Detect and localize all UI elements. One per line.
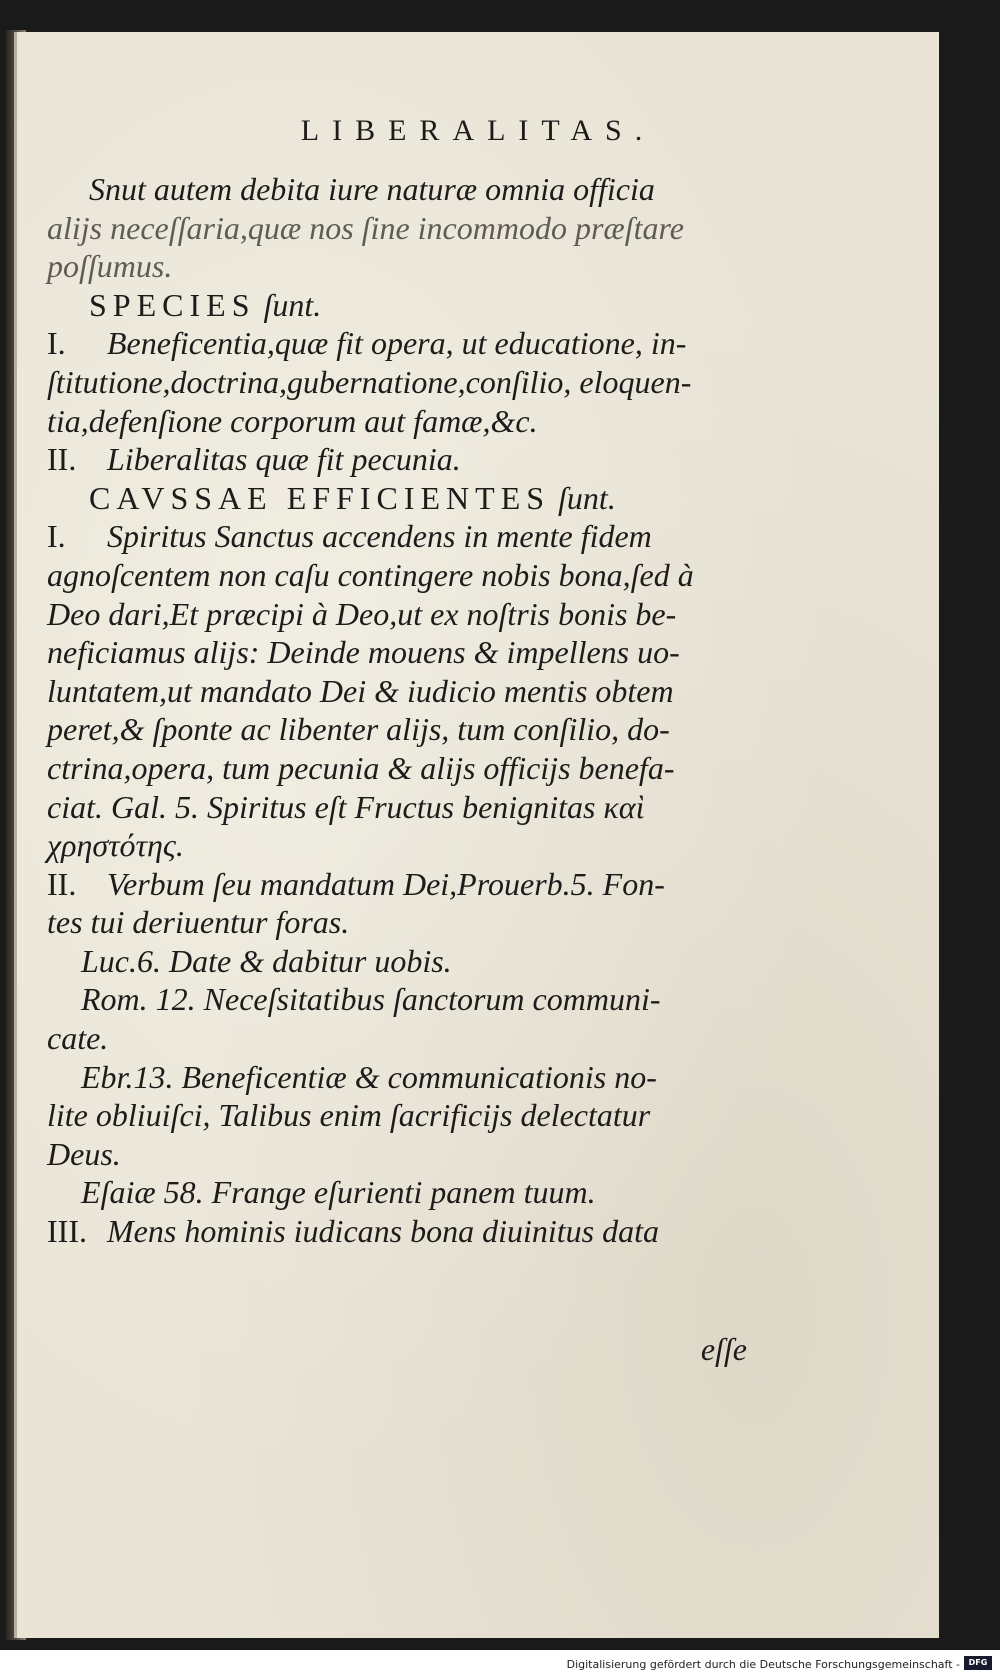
text-line: luntatem,ut mandato Dei & iudicio mentis obtem (47, 672, 674, 709)
text-line: ciat. Gal. 5. Spiritus eſt Fructus benignitas καὶ (47, 788, 645, 825)
item-number: II. (47, 441, 77, 478)
text-line: lite obliuiſci, Talibus enim ſacrificijs delectatur (47, 1097, 651, 1134)
numbered-line (47, 440, 747, 479)
catchword: eſſe (700, 1331, 747, 1367)
citation-line: Ebr.13. Beneficentiæ & communicationis no- (81, 1058, 657, 1095)
book-page (14, 32, 939, 1638)
heading-suffix: ſunt. (550, 479, 616, 516)
section-heading-causae (47, 479, 747, 518)
line-text: Spiritus Sanctus accendens in mente fidem (107, 518, 652, 555)
citation-line: Luc.6. Date & dabitur uobis. (81, 942, 452, 979)
citation-line: Eſaiæ 58. Frange eſurienti panem tuum. (81, 1174, 596, 1211)
heading-suffix: ſunt. (255, 286, 322, 323)
text-line: Deo dari,Et præcipi à Deo,ut ex noſtris bonis be- (47, 595, 677, 632)
line-text: Verbum ſeu mandatum Dei,Prouerb.5. Fon- (107, 865, 665, 902)
greek-text-line: χρηστότης. (47, 827, 184, 864)
line-text: Beneficentia,quæ fit opera, ut educatione, in- (107, 325, 687, 362)
funding-credit: Digitalisierung gefördert durch die Deutsche Forschungsgemeinschaft - (566, 1658, 960, 1671)
item-number: I. (47, 518, 66, 555)
numbered-line (47, 1212, 747, 1251)
digitization-footer (0, 1650, 1000, 1678)
section-heading-species (47, 286, 747, 325)
text-line: alijs neceſſaria,quæ nos ſine incommodo præſtare (47, 209, 684, 246)
item-number: III. (47, 1213, 87, 1250)
text-line: peret,& ſponte ac libenter alijs, tum conſilio, do- (47, 711, 670, 748)
running-head: LIBERALITAS. (300, 114, 656, 147)
text-line: poſſumus. (47, 248, 173, 285)
text-line: ctrina,opera, tum pecunia & alijs officijs benefa- (47, 749, 675, 786)
text-line: tes tui deriuentur foras. (47, 904, 350, 941)
text-line: ſtitutione,doctrina,gubernatione,conſilio, eloquen- (47, 363, 692, 400)
line-text: Mens hominis iudicans bona diuinitus data (107, 1213, 659, 1250)
text-line: cate. (47, 1020, 109, 1057)
page-body (47, 170, 747, 1251)
item-number: I. (47, 325, 66, 362)
dfg-logo-icon: DFG (964, 1656, 992, 1670)
numbered-line (47, 517, 747, 556)
numbered-line (47, 865, 747, 904)
heading-caps: CAVSSAE EFFICIENTES (89, 479, 551, 516)
text-line: Snut autem debita iure naturæ omnia officia (89, 171, 655, 207)
text-line: neficiamus alijs: Deinde mouens & impellens uo- (47, 634, 680, 671)
text-line: agnoſcentem non caſu contingere nobis bona,ſed à (47, 556, 694, 593)
item-number: II. (47, 865, 77, 902)
text-line: tia,defenſione corporum aut famæ,&c. (47, 402, 538, 439)
heading-caps: SPECIES (89, 286, 256, 323)
text-line: Deus. (47, 1135, 121, 1172)
numbered-line (47, 324, 747, 363)
line-text: Liberalitas quæ fit pecunia. (107, 441, 461, 478)
citation-line: Rom. 12. Neceſsitatibus ſanctorum communi- (81, 981, 661, 1018)
